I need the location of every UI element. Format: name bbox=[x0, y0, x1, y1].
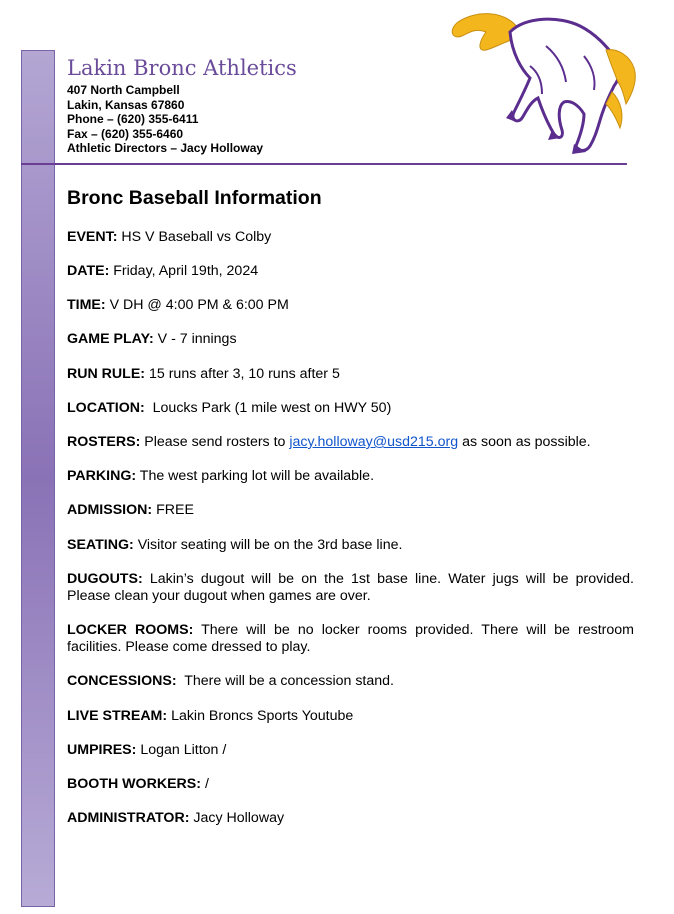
field-label: GAME PLAY: bbox=[67, 331, 154, 347]
field-concessions bbox=[67, 673, 634, 690]
org-name: Lakin Bronc Athletics bbox=[67, 56, 297, 80]
field-label: DATE: bbox=[67, 263, 110, 279]
field-rosters bbox=[67, 434, 634, 451]
field-label: TIME: bbox=[67, 297, 106, 313]
field-value: Logan Litton / bbox=[140, 742, 227, 758]
bronc-mascot-logo bbox=[446, 6, 644, 156]
header-divider bbox=[21, 163, 627, 165]
address-directors: Athletic Directors – Jacy Holloway bbox=[67, 141, 264, 155]
field-label: ADMINISTRATOR: bbox=[67, 810, 190, 826]
field-value: V DH @ 4:00 PM & 6:00 PM bbox=[109, 297, 289, 313]
field-label: PARKING: bbox=[67, 468, 137, 484]
field-label: UMPIRES: bbox=[67, 742, 137, 758]
field-value: Lakin Broncs Sports Youtube bbox=[171, 708, 354, 724]
field-label: CONCESSIONS: bbox=[67, 673, 177, 689]
field-value: The west parking lot will be available. bbox=[139, 468, 375, 484]
field-administrator bbox=[67, 810, 634, 827]
document-title: Bronc Baseball Information bbox=[67, 187, 322, 209]
address-city: Lakin, Kansas 67860 bbox=[67, 97, 185, 112]
field-value: There will be no locker rooms provided. There will be restroom facilities. Please come dressed to play. bbox=[67, 622, 634, 655]
decorative-side-bar bbox=[21, 50, 55, 907]
field-value: V - 7 innings bbox=[157, 331, 237, 347]
field-label: LOCKER ROOMS: bbox=[67, 622, 194, 638]
field-value: FREE bbox=[156, 502, 194, 518]
field-parking bbox=[67, 468, 634, 485]
field-label: BOOTH WORKERS: bbox=[67, 776, 201, 792]
field-location bbox=[67, 400, 634, 417]
field-label: DUGOUTS: bbox=[67, 571, 143, 587]
field-value: 15 runs after 3, 10 runs after 5 bbox=[148, 366, 340, 382]
field-value: Visitor seating will be on the 3rd base line. bbox=[137, 537, 403, 553]
address-fax: Fax – (620) 355-6460 bbox=[67, 126, 184, 141]
field-date bbox=[67, 263, 634, 280]
field-dugouts bbox=[67, 571, 634, 605]
field-label: SEATING: bbox=[67, 537, 134, 553]
address-phone: Phone – (620) 355-6411 bbox=[67, 112, 199, 126]
field-value: Jacy Holloway bbox=[193, 810, 285, 826]
field-value: Friday, April 19th, 2024 bbox=[113, 263, 259, 279]
field-event bbox=[67, 229, 634, 246]
field-value: HS V Baseball vs Colby bbox=[121, 229, 272, 245]
roster-email-link[interactable]: jacy.holloway@usd215.org bbox=[289, 434, 459, 450]
field-label: ADMISSION: bbox=[67, 502, 153, 518]
field-locker-rooms bbox=[67, 622, 634, 656]
field-label: RUN RULE: bbox=[67, 366, 146, 382]
field-label: EVENT: bbox=[67, 229, 118, 245]
field-value: Lakin’s dugout will be on the 1st base line. Water jugs will be provided. Please clean your dugout when games are over. bbox=[67, 571, 634, 604]
field-game-play bbox=[67, 331, 634, 348]
field-value: There will be a concession stand. bbox=[184, 673, 394, 689]
field-booth-workers bbox=[67, 776, 634, 793]
field-value: Please send rosters to bbox=[144, 434, 286, 450]
field-admission bbox=[67, 502, 634, 519]
field-seating bbox=[67, 537, 634, 554]
field-live-stream bbox=[67, 708, 634, 725]
address-block bbox=[67, 83, 263, 156]
field-label: LOCATION: bbox=[67, 400, 145, 416]
field-label: LIVE STREAM: bbox=[67, 708, 168, 724]
address-street: 407 North Campbell bbox=[67, 83, 180, 97]
field-value: / bbox=[204, 776, 209, 792]
field-value-after: as soon as possible. bbox=[462, 434, 591, 450]
field-run-rule bbox=[67, 366, 634, 383]
field-label: ROSTERS: bbox=[67, 434, 141, 450]
field-value: Loucks Park (1 mile west on HWY 50) bbox=[152, 400, 392, 416]
field-umpires bbox=[67, 742, 634, 759]
field-time bbox=[67, 297, 634, 314]
